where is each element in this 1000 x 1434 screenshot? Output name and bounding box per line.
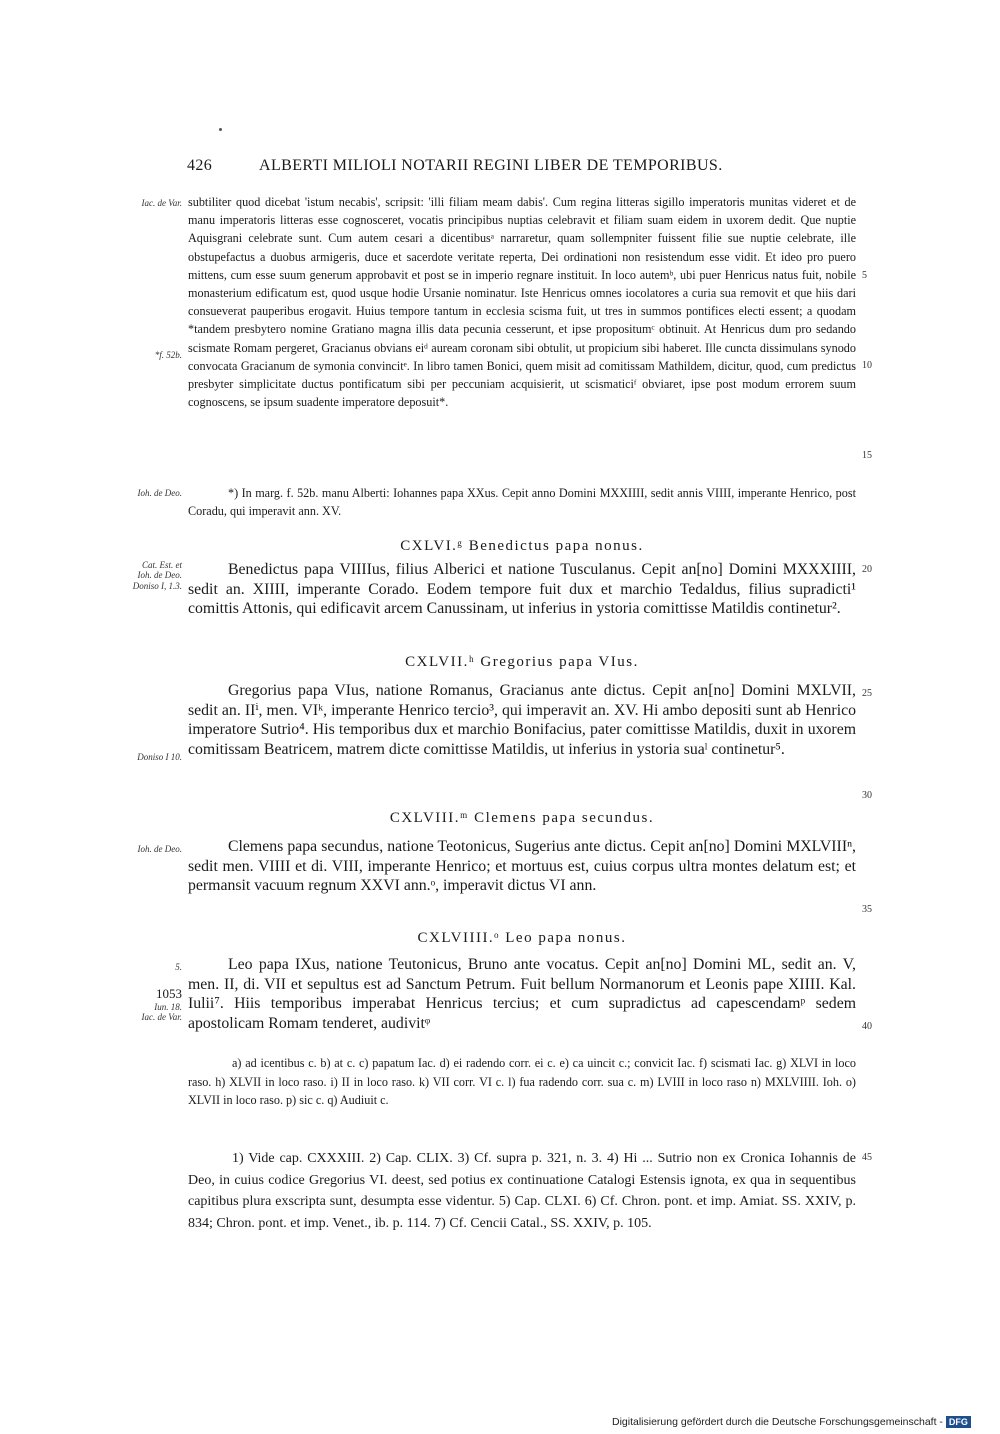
page-number: 426 — [187, 157, 213, 174]
line-number: 35 — [862, 904, 872, 915]
editorial-notes — [188, 1148, 856, 1234]
chapter-heading: CXLVI.ᵍ Benedictus papa nonus. — [400, 538, 644, 554]
paragraph-text: subtiliter quod dicebat 'istum necabis', scripsit: 'illi filiam meam dabis'. Cum regina litteras sigillo imperatoris munitas videret et de manu imperatoris litteras esse cognosceret, vocatis principibus nuptias celebravit et filiam suam eidem in uxorem dedit. Que nuptie Aquisgrani celebrate sunt. Cum autem cesari a dicentibusᵃ narraretur, quam sollempniter fuissent filie sue nuptie celebrate, ille obstupefactus a duobus armigeris, duce et sacerdote veritate reperta, Dei ordinationi non resistendum esse vidit. Et ideo pro puero mittens, cum esse suum generum approbavit et post se in imperio regnare instituit. In loco autemᵇ, ubi puer Henricus natus fuit, nobile monasterium edificatum est, quod usque hodie Ursanie nominatur. Iste Henricus omnes iocolatores a curia sua removit et que hiis dari consueverat pauperibus erogavit. Huius tempore tantum in ecclesia scisma fuit, ut tres in summos pontifices electi essent; a quodam *tandem presbytero nomine Gratiano magna illis data pecunia cesserunt, et ipse propositumᶜ obtinuit. At Henricus dum pro sedando scismate Romam pergeret, Gracianus obvians eiᵈ auream coronam sibi obtulit, ut propicium sibi haberet. Ille cuncta dissimulans synodo convocata Gracianum de symonia convincitᵉ. In libro tamen Bonici, quem misit ad comitissam Mathildem, dicitur, quod, cum predictus presbyter simplicitate ductus pontificatum sibi per peccuniam acquisierit, ut scismaticiᶠ obviaret, ipse post modum errorem suum cognoscens, se ipsum suadente imperatore deposuit*. — [188, 195, 856, 410]
digitization-footer — [612, 1416, 971, 1428]
line-number: 20 — [862, 564, 872, 575]
line-number: 25 — [862, 688, 872, 699]
notes-text: 1) Vide cap. CXXXIII. 2) Cap. CLIX. 3) Cf. supra p. 321, n. 3. 4) Hi ... Sutrio non ex Cronica Iohannis de Deo, in cuius codice Gregorius VI. deest, sed potius ex continuatione Catalogi Estensis ignota, ex qua in sequentibus capitibus plura exscripta sunt, desumpta esse videntur. 5) Cap. CLXI. 6) Cf. Chron. pont. et imp. Amiat. SS. XXIV, p. 834; Chron. pont. et imp. Venet., ib. p. 114. 7) Cf. Cencii Catal., SS. XXIV, p. 105. — [188, 1151, 856, 1231]
margin-note: Ioh. de Deo. — [137, 488, 182, 498]
line-number: 40 — [862, 1021, 872, 1032]
margin-note: Ioh. de Deo. — [137, 570, 182, 580]
chapter-text: Benedictus papa VIIIIus, filius Alberici et natione Tusculanus. Cepit an[no] Domini MXXXIIII, sedit an. XIIII, imperante Corado. Eodem tempore fuit dux et marchio Tedaldus, filius supradicti¹ comittis Attonis, qui edificavit arcem Canussinam, ut inferius in ystoria comittisse Matildis continetur². — [188, 561, 856, 618]
line-number: 15 — [862, 450, 872, 461]
chapter-body — [188, 955, 856, 1033]
margin-note: Doniso I, 1.3. — [132, 581, 182, 591]
margin-note: *f. 52b. — [154, 350, 182, 360]
line-number: 30 — [862, 790, 872, 801]
chapter-body — [188, 560, 856, 619]
line-number: 10 — [862, 360, 872, 371]
line-number: 45 — [862, 1152, 872, 1163]
marginal-note — [188, 484, 856, 520]
running-title: ALBERTI MILIOLI NOTARII REGINI LIBER DE TEMPORIBUS. — [259, 157, 723, 174]
line-number: 5 — [862, 270, 867, 281]
chapter-heading: CXLVII.ʰ Gregorius papa VIus. — [405, 654, 639, 670]
chapter-text: Clemens papa secundus, natione Teotonicus, Sugerius ante dictus. Cepit an[no] Domini MXLVIIIⁿ, sedit men. VIIII et di. VIII, imperante Henrico; et mortuus est, cuius corpus ultra montes delatum est; et permansit vacuum regnum XXVI ann.ᵒ, imperavit dictus VI ann. — [188, 838, 856, 895]
speck-mark — [219, 128, 222, 131]
margin-note: Iac. de Var. — [141, 1012, 182, 1022]
chapter-text: Gregorius papa VIus, natione Romanus, Gracianus ante dictus. Cepit an[no] Domini MXLVII, sedit an. IIⁱ, men. VIᵏ, imperante Henrico tercio³, qui imperavit an. XV. Hi ambo depositi sunt ab Henrico imperatore Sutrio⁴. His temporibus dux et marchio Bonifacius, pater comittisse Matildis, duxit in uxorem comitissam Beatricem, matrem dicte comittisse Matildis, ut inferius in ystoria suaˡ continetur⁵. — [188, 682, 856, 758]
margin-note: 5. — [175, 962, 182, 972]
margin-note: Iac. de Var. — [141, 198, 182, 208]
chapter-heading: CXLVIIII.ᵒ Leo papa nonus. — [417, 930, 627, 946]
margin-year: 1053 — [156, 986, 182, 1001]
note-text: *) In marg. f. 52b. manu Alberti: Iohannes papa XXus. Cepit anno Domini MXXIIII, sedit annis VIIII, imperante Henrico, post Coradu, qui imperavit ann. XV. — [188, 486, 856, 519]
margin-note: Iun. 18. — [154, 1002, 182, 1012]
apparatus-text: a) ad icentibus c. b) at c. c) papatum Iac. d) ei radendo corr. ei c. e) ca uincit c.; convicit Iac. f) scismati Iac. g) XLVI in loco raso. h) XLVII in loco raso. i) II in loco raso. k) VII corr. VI c. l) fua radendo corr. sua c. m) LVIII in loco raso n) MXLVIIII. Ioh. o) XLVII in loco raso. p) sic c. q) Audiuit c. — [188, 1056, 856, 1107]
margin-note: Cat. Est. et — [142, 560, 182, 570]
margin-note: Doniso I 10. — [137, 752, 182, 762]
chapter-heading: CXLVIII.ᵐ Clemens papa secundus. — [389, 810, 655, 826]
margin-note: Ioh. de Deo. — [137, 844, 182, 854]
footer-text: Digitalisierung gefördert durch die Deutsche Forschungsgemeinschaft - — [612, 1416, 943, 1428]
chapter-text: Leo papa IXus, natione Teutonicus, Bruno ante vocatus. Cepit an[no] Domini ML, sedit an. V, men. II, di. VII et sepultus est ad Sanctum Petrum. Fuit bellum Normanorum et Leonis pape XIIII. Kal. Iulii⁷. Hiis temporibus imperabat Henricus tercius; et cum supradictus ad capescendamᵖ sedem apostolicam Romam tenderet, audivitᵠ — [188, 956, 856, 1032]
chapter-body — [188, 837, 856, 896]
chapter-body — [188, 681, 856, 759]
dfg-logo: DFG — [946, 1416, 971, 1428]
critical-apparatus — [188, 1054, 856, 1110]
main-paragraph — [188, 193, 856, 411]
